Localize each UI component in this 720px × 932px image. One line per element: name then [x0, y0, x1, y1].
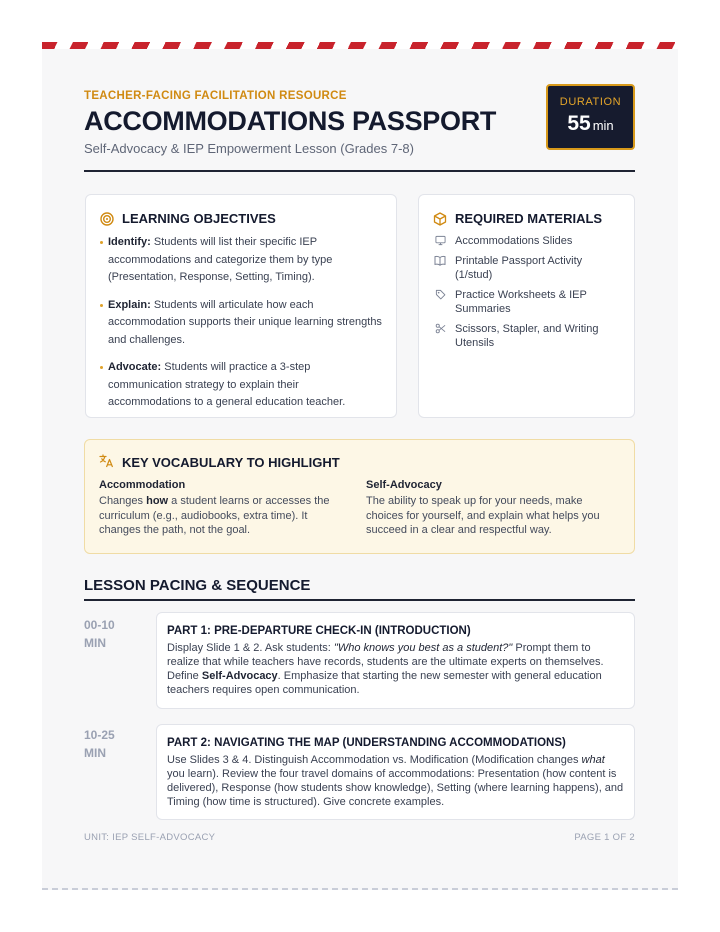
learning-objectives-card: [85, 194, 397, 418]
duration-badge: [546, 84, 635, 150]
part-body: Display Slide 1 & 2. Ask students: "Who knows you best as a student?" Prompt them to realize that while teachers have records, students are the ultimate experts on themselves. Define Self-Advocacy. Emphasize that starting the new semester with general education teachers requires open communication.: [167, 642, 604, 696]
footer-page-number: PAGE 1 OF 2: [574, 832, 635, 843]
tag-icon: [433, 288, 447, 316]
part-time-range: 10-25 MIN: [84, 728, 115, 760]
part-title: PART 2: NAVIGATING THE MAP (UNDERSTANDING ACCOMMODATIONS): [167, 737, 566, 749]
key-vocabulary-panel: [84, 439, 635, 554]
scissors-icon: [433, 322, 447, 350]
part-time-range: 00-10 MIN: [84, 618, 115, 650]
header-divider: [84, 170, 635, 172]
page-title: ACCOMMODATIONS PASSPORT: [84, 106, 497, 136]
vocab-term-accommodation: Accommodation Changes how a student learns or accesses the curriculum (e.g., audiobooks, extra time). It changes the path, not the goal.: [99, 479, 330, 536]
part-title: PART 1: PRE-DEPARTURE CHECK-IN (INTRODUCTION): [167, 625, 471, 637]
material-item: Scissors, Stapler, and Writing Utensils: [433, 322, 620, 350]
translate-icon: [99, 454, 114, 471]
objective-item: Explain: Students will articulate how each accommodation supports their unique learning strengths and challenges.: [100, 297, 382, 350]
pacing-divider: [84, 599, 635, 601]
lesson-part-card: [156, 724, 635, 820]
duration-label: DURATION: [559, 96, 622, 108]
duration-value: 55: [567, 112, 591, 135]
book-icon: [433, 254, 447, 282]
kicker: TEACHER-FACING FACILITATION RESOURCE: [84, 90, 347, 102]
airmail-stripe: [42, 42, 678, 49]
objective-item: Advocate: Students will practice a 3-step communication strategy to explain their accommodations to a general education teacher.: [100, 359, 382, 412]
material-item: Accommodations Slides: [433, 234, 620, 248]
lesson-part-card: [156, 612, 635, 709]
vocabulary-heading: KEY VOCABULARY TO HIGHLIGHT: [122, 455, 340, 470]
perforated-edge: [42, 888, 678, 890]
box-icon: [433, 212, 447, 226]
page-subtitle: Self-Advocacy & IEP Empowerment Lesson (Grades 7-8): [84, 141, 414, 156]
footer-unit: UNIT: IEP SELF-ADVOCACY: [84, 832, 216, 843]
objective-item: Identify: Students will list their specific IEP accommodations and categorize them by type (Presentation, Response, Setting, Timing).: [100, 234, 382, 287]
part-body: Use Slides 3 & 4. Distinguish Accommodation vs. Modification (Modification changes what you learn). Review the four travel domains of accommodations: Presentation (how content is delivered), Response (how students show knowledge), Setting (where learning happens), and Timing (how time is structured). Give concrete examples.: [167, 754, 624, 808]
material-item: Printable Passport Activity (1/stud): [433, 254, 620, 282]
materials-heading: REQUIRED MATERIALS: [455, 211, 603, 226]
lesson-page: [42, 42, 678, 890]
required-materials-card: [418, 194, 635, 418]
target-icon: [100, 212, 114, 226]
vocab-term-self-advocacy: Self-Advocacy The ability to speak up for your needs, make choices for yourself, and explain what helps you succeed in a clear and respectful way.: [366, 479, 600, 536]
pacing-heading: LESSON PACING & SEQUENCE: [84, 577, 311, 594]
objectives-heading: LEARNING OBJECTIVES: [122, 211, 276, 226]
duration-unit: min: [592, 118, 614, 133]
material-item: Practice Worksheets & IEP Summaries: [433, 288, 620, 316]
monitor-icon: [433, 234, 447, 248]
